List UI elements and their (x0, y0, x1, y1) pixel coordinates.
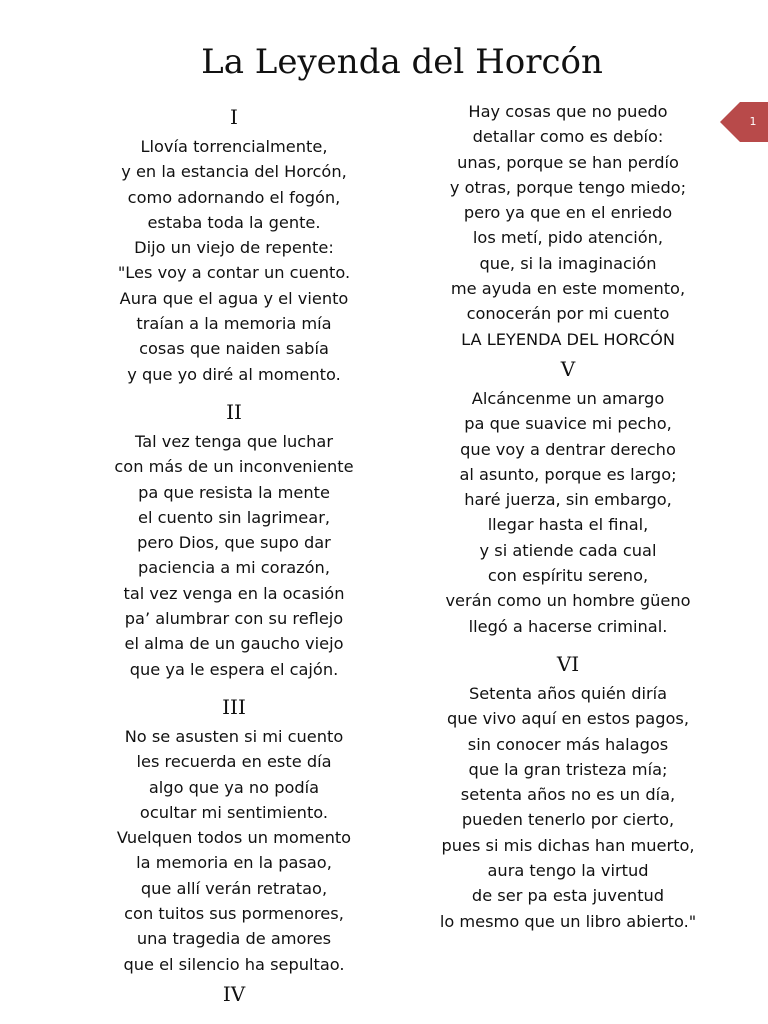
verse-line: con tuitos sus pormenores, (124, 904, 344, 924)
verse-line: que, si la imaginación (479, 253, 657, 273)
verse-line: Tal vez tenga que luchar (135, 431, 333, 451)
verse-line: haré juerza, sin embargo, (464, 490, 672, 510)
verse-line: me ayuda en este momento, (450, 279, 686, 299)
verse-line: la memoria en la pasao, (136, 853, 332, 873)
verse-line: Llovía torrencialmente, (140, 137, 328, 156)
verse-line: que vivo aquí en estos pagos, (447, 709, 689, 729)
verse-line: Setenta años quién diría (468, 683, 668, 703)
stanza-verse (84, 724, 384, 977)
verse-line: que voy a dentrar derecho (460, 439, 676, 459)
stanza-numeral: I (230, 105, 238, 129)
verse-line: con espíritu sereno, (487, 566, 649, 586)
verse-line: pa que resista la mente (138, 482, 330, 502)
right-column (418, 99, 718, 934)
stanza-1 (84, 100, 384, 387)
verse-line: y otras, porque tengo miedo; (449, 177, 687, 197)
verse-line: "Les voy a contar un cuento. (117, 263, 351, 283)
verse-line: Dijo un viejo de repente: (134, 238, 334, 258)
verse-line: el alma de un gaucho viejo (124, 634, 344, 654)
verse-line: algo que ya no podía (148, 777, 320, 797)
verse-line: y en la estancia del Horcón, (121, 162, 347, 182)
verse-line: Vuelquen todos un momento (116, 828, 352, 848)
verse-line: Aura que el agua y el viento (119, 288, 349, 308)
verse-line: los metí, pido atención, (472, 228, 664, 248)
verse-line: que la gran tristeza mía; (468, 759, 668, 779)
verse-line: aura tengo la virtud (487, 861, 649, 881)
verse-line: pa que suavice mi pecho, (464, 414, 672, 434)
stanza-verse (84, 134, 384, 387)
verse-line: Alcáncenme un amargo (471, 388, 665, 408)
verse-line: con más de un inconveniente (114, 457, 354, 477)
stanza-numeral: II (226, 399, 242, 424)
verse-line: conocerán por mi cuento (466, 304, 670, 324)
verse-line: Hay cosas que no puedo (468, 102, 668, 121)
stanza-4-heading (84, 977, 384, 1011)
stanza-verse (418, 681, 718, 934)
stanza-numeral: VI (556, 651, 580, 676)
verse-line: una tragedia de amores (136, 929, 332, 949)
verse-line: cosas que naiden sabía (139, 339, 329, 359)
verse-line: tal vez venga en la ocasión (123, 583, 345, 603)
verse-line: de ser pa esta juventud (471, 886, 665, 906)
verse-line: paciencia a mi corazón, (138, 558, 330, 578)
verse-line: LA LEYENDA DEL HORCÓN (461, 329, 675, 349)
verse-line: detallar como es debío: (472, 127, 664, 147)
verse-line: pueden tenerlo por cierto, (461, 810, 675, 830)
verse-line: lo mesmo que un libro abierto." (439, 911, 697, 931)
verse-line: ocultar mi sentimiento. (139, 802, 329, 822)
page-title: La Leyenda del Horcón (201, 42, 603, 82)
page-number-badge (720, 102, 768, 142)
verse-line: traían a la memoria mía (136, 314, 332, 334)
verse-line: que ya le espera el cajón. (129, 659, 339, 679)
verse-line: el cuento sin lagrimear, (137, 507, 330, 527)
stanza-numeral: IV (222, 981, 246, 1006)
verse-line: les recuerda en este día (136, 752, 332, 772)
verse-line: sin conocer más halagos (467, 734, 669, 754)
stanza-verse (418, 386, 718, 639)
verse-line: llegar hasta el final, (487, 515, 649, 535)
verse-line: unas, porque se han perdío (457, 152, 679, 172)
verse-line: y que yo diré al momento. (127, 364, 341, 384)
stanza-4 (418, 99, 718, 352)
stanza-2 (84, 395, 384, 682)
verse-line: pero ya que en el enriedo (463, 203, 673, 223)
verse-line: pa’ alumbrar con su reflejo (124, 609, 344, 629)
stanza-numeral: III (222, 694, 246, 719)
verse-line: llegó a hacerse criminal. (468, 616, 668, 636)
verse-line: y si atiende cada cual (479, 540, 657, 560)
stanza-3 (84, 690, 384, 977)
page-number: 1 (749, 115, 757, 128)
stanza-numeral: V (560, 356, 576, 381)
left-column (84, 100, 384, 1011)
verse-line: pero Dios, que supo dar (137, 533, 331, 553)
stanza-6 (418, 647, 718, 934)
verse-line: pues si mis dichas han muerto, (441, 835, 695, 855)
stanza-5 (418, 352, 718, 639)
verse-line: como adornando el fogón, (127, 187, 341, 207)
verse-line: que allí verán retratao, (140, 878, 328, 898)
verse-line: setenta años no es un día, (460, 785, 676, 805)
verse-line: que el silencio ha sepultao. (123, 954, 345, 974)
verse-line: No se asusten si mi cuento (124, 726, 344, 746)
verse-line: estaba toda la gente. (147, 212, 321, 232)
stanza-verse (84, 429, 384, 682)
verse-line: al asunto, porque es largo; (459, 464, 677, 484)
stanza-verse (418, 99, 718, 352)
verse-line: verán como un hombre güeno (445, 591, 691, 611)
